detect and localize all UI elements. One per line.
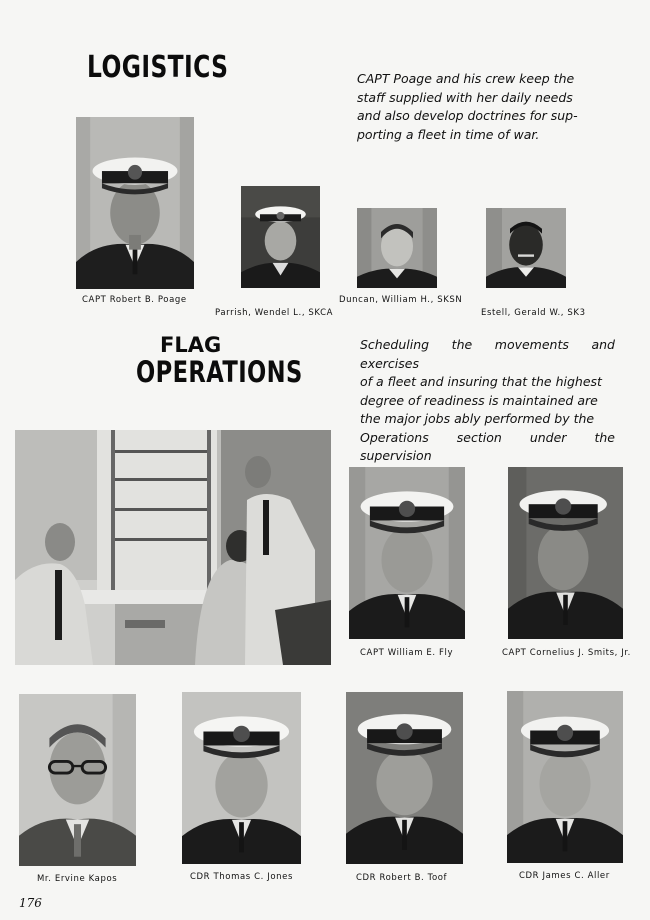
caption-parrish: Parrish, Wendel L., SKCA: [215, 308, 334, 318]
page-number: 176: [19, 896, 42, 910]
logistics-blurb-line: staff supplied with her daily needs: [357, 89, 573, 105]
caption-fly: CAPT William E. Fly: [360, 648, 454, 658]
portrait-smits: [508, 467, 623, 639]
caption-duncan: Duncan, William H., SKSN: [339, 295, 463, 305]
flag-blurb-line: Operations section under the supervision: [360, 429, 615, 463]
portrait-fly: [349, 467, 465, 639]
caption-kapos: Mr. Ervine Kapos: [37, 874, 118, 884]
portrait-duncan: [357, 208, 437, 288]
caption-toof: CDR Robert B. Toof: [356, 873, 448, 883]
flag-heading-line1: FLAG: [160, 333, 222, 357]
caption-poage: CAPT Robert B. Poage: [82, 295, 187, 305]
portrait-estell: [486, 208, 566, 288]
portrait-poage: [76, 117, 194, 289]
flag-blurb-line: degree of readiness is maintained are: [360, 392, 598, 408]
logistics-heading: LOGISTICS: [87, 50, 229, 85]
flag-blurb-line: Scheduling the movements and exercises: [360, 337, 615, 371]
caption-estell: Estell, Gerald W., SK3: [481, 308, 586, 318]
flag-heading-line2: OPERATIONS: [136, 355, 303, 389]
flag-operations-heading: [136, 333, 303, 389]
portrait-jones: [182, 692, 301, 864]
logistics-blurb: [357, 70, 592, 144]
logistics-blurb-line: porting a fleet in time of war.: [357, 126, 540, 142]
flag-blurb-line: of a fleet and insuring that the highest: [360, 374, 602, 389]
caption-smits: CAPT Cornelius J. Smits, Jr.: [502, 648, 631, 658]
portrait-kapos: [19, 694, 136, 866]
caption-aller: CDR James C. Aller: [519, 871, 610, 881]
office-group-photo: [15, 430, 331, 665]
flag-operations-blurb: [360, 336, 615, 484]
portrait-parrish: [241, 186, 320, 288]
logistics-blurb-line: CAPT Poage and his crew keep the: [357, 71, 575, 86]
flag-blurb-line: the major jobs ably performed by the: [360, 411, 595, 426]
logistics-blurb-line: and also develop doctrines for sup-: [357, 108, 578, 123]
portrait-toof: [346, 692, 463, 864]
portrait-aller: [507, 691, 623, 863]
caption-jones: CDR Thomas C. Jones: [190, 872, 293, 882]
